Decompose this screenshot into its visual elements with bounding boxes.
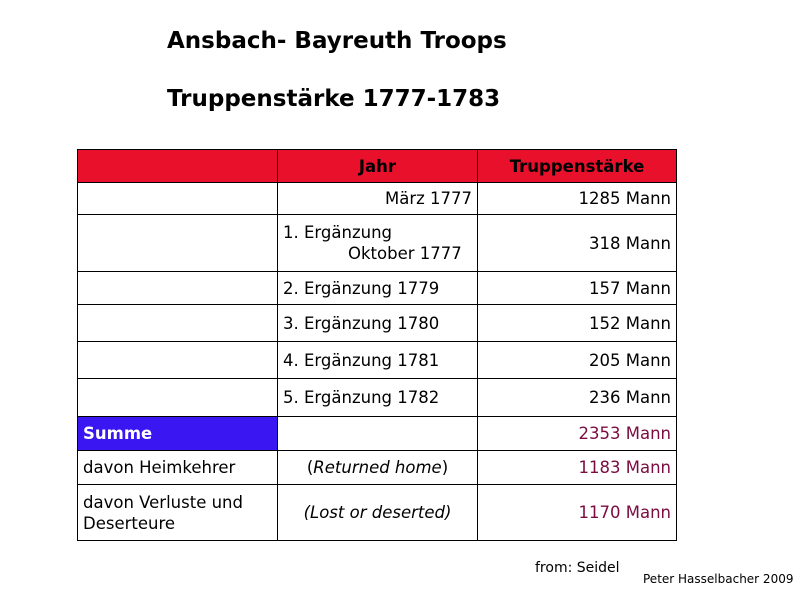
source-note: from: Seidel (535, 560, 620, 576)
year-line-1: 1. Ergänzung (283, 223, 392, 242)
page-title: Ansbach- Bayreuth Troops (167, 28, 507, 54)
year-cell: 5. Ergänzung 1782 (278, 379, 478, 417)
label-cell (78, 183, 278, 215)
header-cell-year: Jahr (278, 150, 478, 183)
summary-strength: 2353 Mann (478, 417, 677, 451)
returned-row (78, 451, 677, 485)
lost-label (78, 485, 278, 541)
returned-note (278, 451, 478, 485)
lost-note: (Lost or deserted) (278, 485, 478, 541)
table-header-row (78, 150, 677, 183)
year-line-2: Oktober 1777 (348, 244, 462, 263)
label-cell (78, 379, 278, 417)
troop-strength-table (77, 149, 677, 541)
strength-cell: 205 Mann (478, 342, 677, 379)
table-row (78, 342, 677, 379)
lost-strength: 1170 Mann (478, 485, 677, 541)
returned-strength: 1183 Mann (478, 451, 677, 485)
lost-row (78, 485, 677, 541)
year-cell: 4. Ergänzung 1781 (278, 342, 478, 379)
returned-note-italic: Returned home (313, 458, 442, 477)
strength-cell: 152 Mann (478, 305, 677, 342)
lost-label-line-2: Deserteure (83, 513, 176, 533)
returned-note-close: ) (441, 458, 449, 477)
year-cell: März 1777 (278, 183, 478, 215)
year-cell: 2. Ergänzung 1779 (278, 272, 478, 305)
year-cell: 3. Ergänzung 1780 (278, 305, 478, 342)
summary-year-cell (278, 417, 478, 451)
returned-label: davon Heimkehrer (78, 451, 278, 485)
header-cell-strength: Truppenstärke (478, 150, 677, 183)
header-cell-blank (78, 150, 278, 183)
label-cell (78, 305, 278, 342)
table-row (78, 305, 677, 342)
lost-label-line-1: davon Verluste und (83, 492, 243, 512)
label-cell (78, 342, 278, 379)
summary-row (78, 417, 677, 451)
strength-cell: 318 Mann (478, 215, 677, 272)
table-row (78, 272, 677, 305)
strength-cell: 236 Mann (478, 379, 677, 417)
summary-label: Summe (78, 417, 278, 451)
strength-cell: 157 Mann (478, 272, 677, 305)
year-cell (278, 215, 478, 272)
page-subtitle: Truppenstärke 1777-1783 (167, 86, 501, 112)
table-row (78, 215, 677, 272)
strength-cell: 1285 Mann (478, 183, 677, 215)
table-row (78, 379, 677, 417)
table-row (78, 183, 677, 215)
returned-note-open: ( (306, 458, 314, 477)
author-credit: Peter Hasselbacher 2009 (643, 572, 794, 586)
label-cell (78, 215, 278, 272)
label-cell (78, 272, 278, 305)
